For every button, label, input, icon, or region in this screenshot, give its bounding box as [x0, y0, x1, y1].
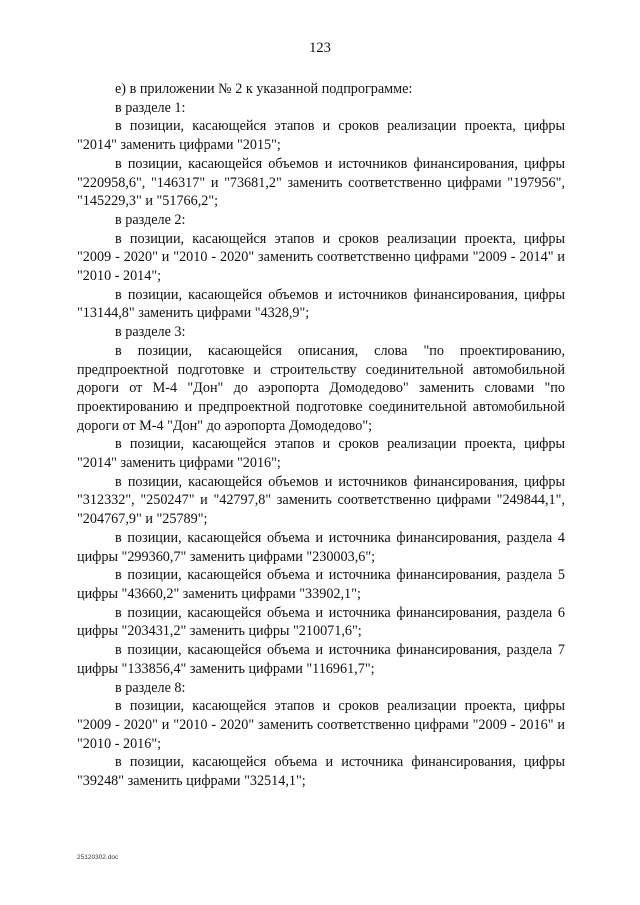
- section-heading-2: в разделе 2:: [115, 211, 186, 228]
- paragraph: в позиции, касающейся этапов и сроков реализации проекта, цифры "2014" заменить цифрами "2015";: [77, 118, 565, 154]
- paragraph: в позиции, касающейся объема и источника финансирования, цифры "39248" заменить цифрами "32514,1";: [77, 754, 565, 790]
- paragraph: в позиции, касающейся объема и источника финансирования, раздела 5 цифры "43660,2" заменить цифрами "33902,1";: [77, 567, 565, 602]
- paragraph: в позиции, касающейся объема и источника финансирования, раздела 7 цифры "133856,4" заменить цифрами "116961,7";: [77, 642, 565, 677]
- footer-file-code: 25120302.doc: [77, 854, 119, 861]
- paragraph: в позиции, касающейся объемов и источников финансирования, цифры "220958,6", "146317" и "73681,2" заменить соответственно цифрами "197956", "145229,3" и "51766,2";: [77, 155, 565, 210]
- section-heading-8: в разделе 8:: [115, 679, 186, 696]
- paragraph: в позиции, касающейся объема и источника финансирования, раздела 4 цифры "299360,7" заменить цифрами "230003,6";: [77, 529, 565, 565]
- document-body: [77, 80, 565, 791]
- paragraph: в позиции, касающейся объема и источника финансирования, раздела 6 цифры "203431,2" заменить цифры "210071,6";: [77, 604, 565, 640]
- paragraph: в позиции, касающейся этапов и сроков реализации проекта, цифры "2014" заменить цифрами "2016";: [77, 436, 565, 472]
- paragraph: в позиции, касающейся объемов и источников финансирования, цифры "13144,8" заменить цифрами "4328,9";: [77, 286, 565, 322]
- paragraph-intro: е) в приложении № 2 к указанной подпрограмме:: [115, 81, 413, 97]
- paragraph: в позиции, касающейся этапов и сроков реализации проекта, цифры "2009 - 2020" и "2010 - 2020" заменить соответственно цифрами "2009 - 2016" и "2010 - 2016";: [77, 698, 565, 752]
- paragraph: в позиции, касающейся этапов и сроков реализации проекта, цифры "2009 - 2020" и "2010 - 2020" заменить соответственно цифрами "2009 - 2014" и "2010 - 2014";: [77, 230, 565, 285]
- paragraph: в позиции, касающейся объемов и источников финансирования, цифры "312332", "250247" и "42797,8" заменить соответственно цифрами "249844,1", "204767,9" и "25789";: [77, 473, 565, 528]
- section-heading-1: в разделе 1:: [115, 99, 186, 116]
- section-heading-3: в разделе 3:: [115, 324, 186, 341]
- page-number: 123: [309, 40, 331, 56]
- paragraph: в позиции, касающейся описания, слова "по проектированию, предпроектной подготовке и строительству соединительной автомобильной дороги от М-4 "Дон" до аэропорта Домодедово" заменить словами "по проектированию и предпроектной подготовке соединительной автомобильной дороги от М-4 "Дон" до аэропорта Домодедово";: [77, 342, 565, 434]
